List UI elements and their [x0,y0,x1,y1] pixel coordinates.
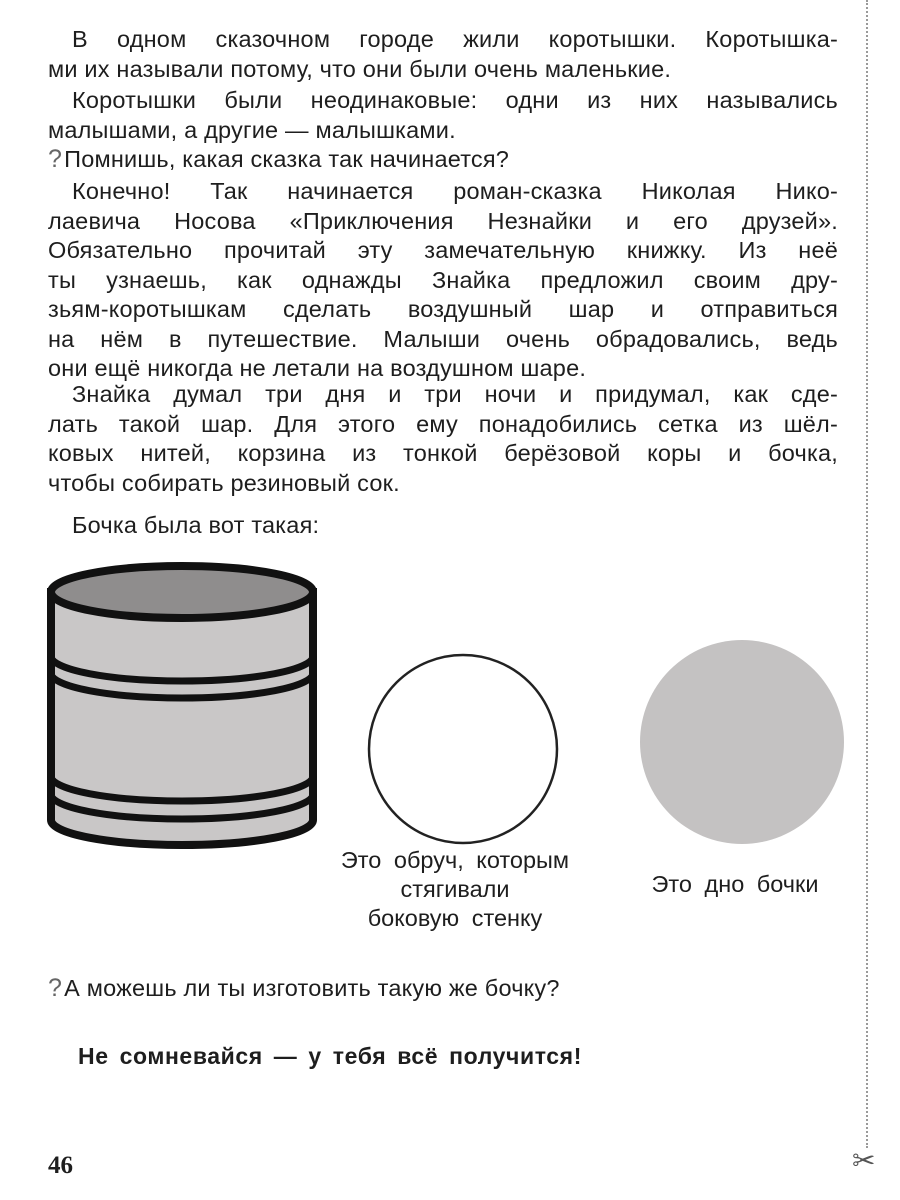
encouragement-line: Не сомневайся — у тебя всё получится! [78,1043,582,1069]
question-icon: ? [48,974,63,1002]
paragraph-3-question: ?Помнишь, какая сказка так начинается? [48,145,510,173]
question-icon: ? [48,145,63,173]
page-number: 46 [48,1152,73,1179]
paragraph-1: В одном сказочном городе жили коротышки. Коротышка- ми их называли потому, что они были очень маленькие. [48,26,838,82]
paragraph-6: Бочка была вот такая: [72,512,320,538]
cut-line [866,0,868,1148]
barrel-body [51,592,313,845]
barrel-bottom-disc [638,638,846,846]
paragraph-2: Коротышки были неодинаковые: одни из них назывались малышами, а другие — малышками. [48,87,838,143]
barrel-illustration [44,558,320,850]
scissors-icon: ✂ [852,1145,876,1176]
bottom-caption: Это дно бочки [651,871,819,897]
hoop-circle [364,650,562,848]
paragraph-4: Конечно! Так начинается роман-сказка Николая Нико- лаевича Носова «Приключения Незнайки и его друзей». Обязательно прочитай эту замечательную книжку. Из неё ты узнаешь, как однажды Знайка предложил своим дру- зьям-коротышкам сделать воздушный шар и отправиться на нём в путешествие. Малыши очень обрадовались, ведь они ещё никогда не летали на воздушном шаре. [48,178,838,381]
paragraph-7-question: ?А можешь ли ты изготовить такую же бочку? [48,974,560,1002]
barrel-top-opening [51,566,313,618]
paragraph-5: Знайка думал три дня и три ночи и придумал, как сде- лать такой шар. Для этого ему понадобились сетка из шёл- ковых нитей, корзина из тонкой берёзовой коры и бочка, чтобы собирать резиновый сок. [48,381,838,496]
hoop-caption: Это обруч, которым стягивали боковую стенку [340,847,570,931]
